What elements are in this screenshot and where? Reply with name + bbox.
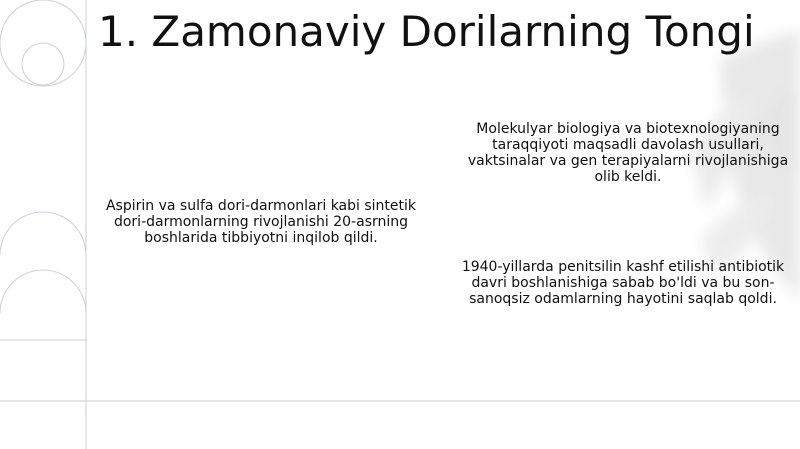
paragraph-penicillin: 1940-yillarda penitsilin kashf etilishi antibiotik davri boshlanishiga sabab bo'ldi va bu son-sanoqsiz odamlarning hayotini saqlab qoldi. xyxy=(461,259,785,307)
top-small-circle xyxy=(22,43,64,85)
upper-arch xyxy=(0,212,86,340)
lower-arch xyxy=(0,270,86,313)
paragraph-synthetic-drugs: Aspirin va sulfa dori-darmonlari kabi sintetik dori-darmonlarning rivojlanishi 20-asrning boshlarida tibbiyotni inqilob qildi. xyxy=(105,198,417,246)
paragraph-molecular-biology: Molekulyar biologiya va biotexnologiyaning taraqqiyoti maqsadli davolash usullari, vaktsinalar va gen terapiyalarni rivojlanishiga olib keldi. xyxy=(467,121,789,185)
slide-title: 1. Zamonaviy Dorilarning Tongi xyxy=(98,7,755,56)
